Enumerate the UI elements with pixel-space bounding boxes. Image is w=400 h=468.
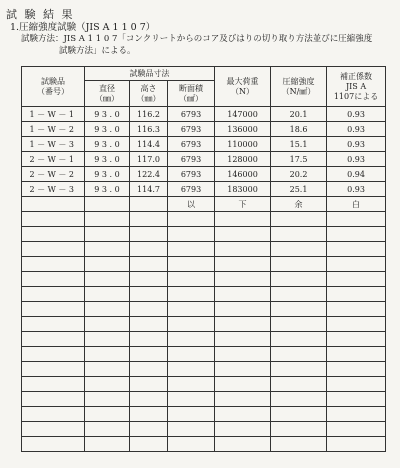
specimen-id-cell: 1－W－2: [22, 122, 85, 137]
table-row: [22, 182, 386, 197]
height-cell: 114.4: [130, 137, 168, 152]
table-row: [22, 122, 386, 137]
empty-row: [22, 302, 386, 317]
correction-header-sub1: JIS A: [345, 81, 367, 91]
empty-row: [22, 272, 386, 287]
strength-cell: 17.5: [271, 152, 327, 167]
max-load-cell: 147000: [215, 107, 271, 122]
correction-cell: 0.93: [327, 122, 386, 137]
diameter-header: [85, 81, 130, 107]
specimen-header: [22, 67, 85, 107]
height-cell: 116.2: [130, 107, 168, 122]
height-header-label: 高さ: [140, 83, 157, 93]
test-method-line-2: 試験方法」による。: [59, 46, 136, 56]
correction-cell: 0.93: [327, 182, 386, 197]
area-header-unit: （㎟）: [179, 93, 204, 103]
empty-row: [22, 287, 386, 302]
max-load-cell: 110000: [215, 137, 271, 152]
empty-cell: [130, 197, 168, 212]
empty-row: [22, 437, 386, 452]
empty-row: [22, 227, 386, 242]
area-cell: 6793: [168, 182, 215, 197]
height-header: [130, 81, 168, 107]
table-row: [22, 137, 386, 152]
area-cell: 6793: [168, 137, 215, 152]
specimen-id-cell: 2－W－3: [22, 182, 85, 197]
max-load-header-label: 最大荷重: [226, 76, 259, 86]
max-load-cell: 136000: [215, 122, 271, 137]
specimen-id-cell: 1－W－3: [22, 137, 85, 152]
correction-cell: 0.93: [327, 137, 386, 152]
specimen-id-cell: 2－W－2: [22, 167, 85, 182]
diameter-cell: 9 3 . 0: [85, 182, 130, 197]
max-load-cell: 128000: [215, 152, 271, 167]
empty-row: [22, 332, 386, 347]
strength-header-unit: （N/㎟）: [281, 86, 316, 96]
test-method-line-1: 試験方法：JIS A 1 1 0 7「コンクリートからのコア及びはりの切り取り方法並びに圧縮強度: [21, 34, 373, 44]
dimensions-header: 試験品寸法: [85, 67, 215, 81]
strength-cell: 20.1: [271, 107, 327, 122]
empty-row: [22, 422, 386, 437]
correction-header-label: 補正係数: [340, 71, 373, 81]
results-table: [21, 66, 386, 452]
diameter-cell: 9 3 . 0: [85, 167, 130, 182]
height-cell: 116.3: [130, 122, 168, 137]
strength-cell: 20.2: [271, 167, 327, 182]
closing-row: [22, 197, 386, 212]
height-header-unit: （㎜）: [136, 93, 161, 103]
strength-cell: 18.6: [271, 122, 327, 137]
empty-cell: [22, 197, 85, 212]
area-cell: 6793: [168, 167, 215, 182]
document-title: 試 験 結 果: [6, 8, 75, 21]
strength-header-label: 圧縮強度: [282, 76, 315, 86]
correction-header: [327, 67, 386, 107]
diameter-cell: 9 3 . 0: [85, 137, 130, 152]
correction-cell: 0.93: [327, 107, 386, 122]
specimen-id-cell: 1－W－1: [22, 107, 85, 122]
empty-row: [22, 377, 386, 392]
table-row: [22, 167, 386, 182]
correction-cell: 0.93: [327, 152, 386, 167]
empty-row: [22, 317, 386, 332]
specimen-header-sub: （番号）: [37, 86, 69, 96]
diameter-header-label: 直径: [99, 83, 115, 93]
specimen-id-cell: 2－W－1: [22, 152, 85, 167]
section-subtitle: 1.圧縮強度試験（JIS A 1 1 0 7）: [10, 22, 156, 33]
diameter-cell: 9 3 . 0: [85, 122, 130, 137]
area-cell: 6793: [168, 122, 215, 137]
diameter-header-unit: （㎜）: [95, 93, 119, 103]
area-header-label: 断面積: [179, 83, 204, 93]
empty-row: [22, 392, 386, 407]
area-cell: 6793: [168, 152, 215, 167]
height-cell: 117.0: [130, 152, 168, 167]
area-cell: 6793: [168, 107, 215, 122]
specimen-header-label: 試験品: [41, 76, 65, 86]
empty-row: [22, 257, 386, 272]
empty-row: [22, 347, 386, 362]
strength-cell: 15.1: [271, 137, 327, 152]
table-row: [22, 107, 386, 122]
empty-cell: [85, 197, 130, 212]
height-cell: 114.7: [130, 182, 168, 197]
empty-row: [22, 212, 386, 227]
strength-header: [271, 67, 327, 107]
table-row: [22, 152, 386, 167]
empty-row: [22, 242, 386, 257]
max-load-header: [215, 67, 271, 107]
correction-cell: 0.94: [327, 167, 386, 182]
height-cell: 122.4: [130, 167, 168, 182]
max-load-cell: 183000: [215, 182, 271, 197]
test-method-text: [21, 33, 372, 57]
empty-row: [22, 407, 386, 422]
diameter-cell: 9 3 . 0: [85, 107, 130, 122]
diameter-cell: 9 3 . 0: [85, 152, 130, 167]
max-load-header-unit: （N）: [231, 86, 255, 96]
correction-header-sub2: 1107による: [333, 91, 379, 101]
closing-mark: 白: [327, 197, 386, 212]
closing-mark: 下: [215, 197, 271, 212]
closing-mark: 以: [168, 197, 215, 212]
strength-cell: 25.1: [271, 182, 327, 197]
closing-mark: 余: [271, 197, 327, 212]
area-header: [168, 81, 215, 107]
empty-row: [22, 362, 386, 377]
max-load-cell: 146000: [215, 167, 271, 182]
